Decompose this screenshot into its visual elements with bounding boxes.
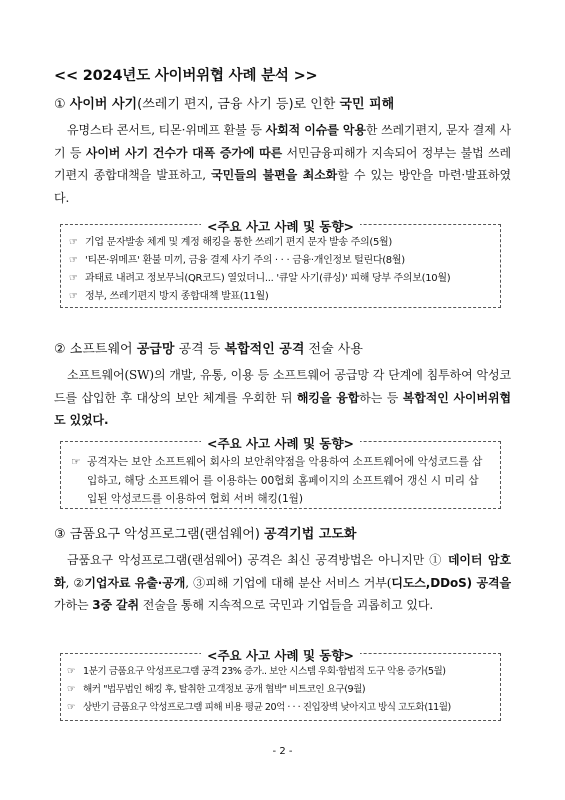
section2-bold-1: 해킹을 융합: [296, 390, 360, 405]
section1-text-3: 서민금융피해가 지속되어 정부는 불법 쓰레기편지 종합대책을 발표하고,: [54, 145, 512, 182]
section3-case-list: [61, 654, 500, 717]
section1-bold-2: 사이버 사기 건수가 대폭 증가에 따른: [85, 145, 283, 160]
pointing-hand-icon: ☞: [67, 684, 76, 695]
page-number: - 2 -: [272, 746, 293, 757]
pointing-hand-icon: ☞: [67, 666, 76, 677]
section3-text-1: 금품요구 악성프로그램(랜섬웨어) 공격은 최신 공격방법은 아니지만 ①: [67, 553, 443, 567]
list-item: ☞ 1분기 금품요구 악성프로그램 공격 23% 증가.. 보안 시스템 우회·합법적 도구 악용 증가(5월): [67, 663, 496, 681]
section1-text-1: 유명스타 콘서트, 티몬·위메프 환불 등: [67, 123, 262, 137]
section3-bold-4: 3중 갈취: [92, 598, 140, 612]
section1-paragraph: [54, 119, 511, 209]
page-title: << 2024년도 사이버위협 사례 분석 >>: [54, 68, 318, 84]
list-item: ☞ 기업 문자발송 체계 및 계정 해킹을 통한 쓰레기 편지 문자 발송 주의(5월): [69, 234, 496, 252]
section2-number: ②: [54, 342, 66, 357]
section1-text-4: 할 수 있는 방안을 마련·발표하였다.: [54, 168, 512, 205]
section3-heading-bold: 공격기법 고도화: [264, 527, 357, 542]
section1-bold-1: 사회적 이슈를 악용: [265, 123, 366, 137]
section1-heading-bold2: 국민 피해: [339, 97, 395, 112]
list-item: ☞ 상반기 금품요구 악성프로그램 피해 비용 평균 20억 · · · 진입장벽 낮아지고 방식 고도화(11월): [67, 699, 496, 717]
section3-text-4: 가하는: [54, 598, 89, 612]
section2-heading-bold: 공급망: [136, 342, 175, 357]
section1-heading-text: (쓰레기 편지, 금융 사기 등)로 인한: [137, 97, 336, 112]
list-item: ☞ 공격자는 보안 소프트웨어 회사의 보안취약점을 악용하여 소프트웨어에 악성코드를 삽입하고, 해당 소프트웨어 를 이용하는 00협회 홈페이지의 소프트웨어 갱신 시 미리 삽입된 악성코드를 이용하여 협회 서버 해킹(1월): [71, 453, 488, 509]
section3-paragraph: [54, 549, 511, 617]
section2-box-title: <주요 사고 사례 및 동향>: [201, 436, 360, 451]
section2-heading: [54, 338, 363, 357]
pointing-hand-icon: ☞: [69, 255, 78, 266]
section1-text-2: 한 쓰레기편지, 문자 결제 사기 등: [54, 123, 511, 160]
section1-heading-bold: 사이버 사기: [69, 97, 138, 112]
section2-heading-bold2: 복합적인 공격: [224, 342, 305, 357]
section2-case-box: [60, 436, 501, 509]
section2-text-2: 하는 등: [359, 390, 399, 405]
pointing-hand-icon: ☞: [69, 237, 78, 248]
list-item: ☞ 해커 "법무법인 해킹 후, 탈취한 고객정보 공개 협박" 비트코인 요구(9월): [67, 681, 496, 699]
section3-number: ③: [54, 527, 66, 542]
section2-heading-rest: 전술 사용: [308, 342, 363, 357]
pointing-hand-icon: ☞: [67, 702, 76, 713]
section1-number: ①: [54, 97, 66, 112]
section3-bold-1: 데이터 암호화: [54, 553, 511, 590]
section3-text-5: 전술을 통해 지속적으로 국민과 기업들을 괴롭히고 있다.: [142, 598, 434, 612]
section2-heading-mid: 공격 등: [178, 342, 221, 357]
section1-box-title: <주요 사고 사례 및 동향>: [201, 219, 360, 234]
section3-heading: [54, 523, 356, 542]
section1-case-box: [60, 219, 501, 308]
section2-heading-text: 소프트웨어: [69, 342, 133, 357]
section2-text-1: 소프트웨어(SW)의 개발, 유통, 이용 등 소프트웨어 공급망 각 단계에 침투하여 악성코드를 삽입한 후 대상의 보안 체계를 우회한 뒤: [54, 368, 511, 405]
list-item: ☞ 과태료 내려고 정보무늬(QR코드) 열었더니... '큐알 사기(큐싱)' 피해 당부 주의보(10월): [69, 270, 496, 288]
section3-case-box: [60, 648, 501, 721]
section3-box-title: <주요 사고 사례 및 동향>: [201, 648, 360, 663]
section3-bold-2: 기업자료 유출·공개: [84, 575, 186, 590]
pointing-hand-icon: ☞: [71, 456, 81, 468]
section2-bold-2: 복합적인 사이버위협도 있었다.: [54, 390, 512, 427]
section3-text-2: , ②: [65, 575, 85, 590]
section1-bold-3: 국민들의 불편을 최소화: [211, 168, 338, 182]
pointing-hand-icon: ☞: [69, 291, 78, 302]
section3-heading-text: 금품요구 악성프로그램(랜섬웨어): [69, 527, 260, 542]
section1-heading: [54, 93, 394, 112]
list-item: ☞ 정부, 쓰레기편지 방지 종합대책 발표(11월): [69, 288, 496, 306]
section3-bold-3: 디도스,DDoS) 공격을: [391, 575, 511, 590]
section1-case-list: [61, 225, 500, 306]
list-item: ☞ '티몬·위메프' 환불 미끼, 금융 결제 사기 주의 · · · 금융·개인정보 털린다(8월): [69, 252, 496, 270]
section2-paragraph: [54, 364, 511, 432]
pointing-hand-icon: ☞: [69, 273, 78, 284]
section3-text-3: , ③피해 기업에 대해 분산 서비스 거부(: [185, 575, 392, 590]
